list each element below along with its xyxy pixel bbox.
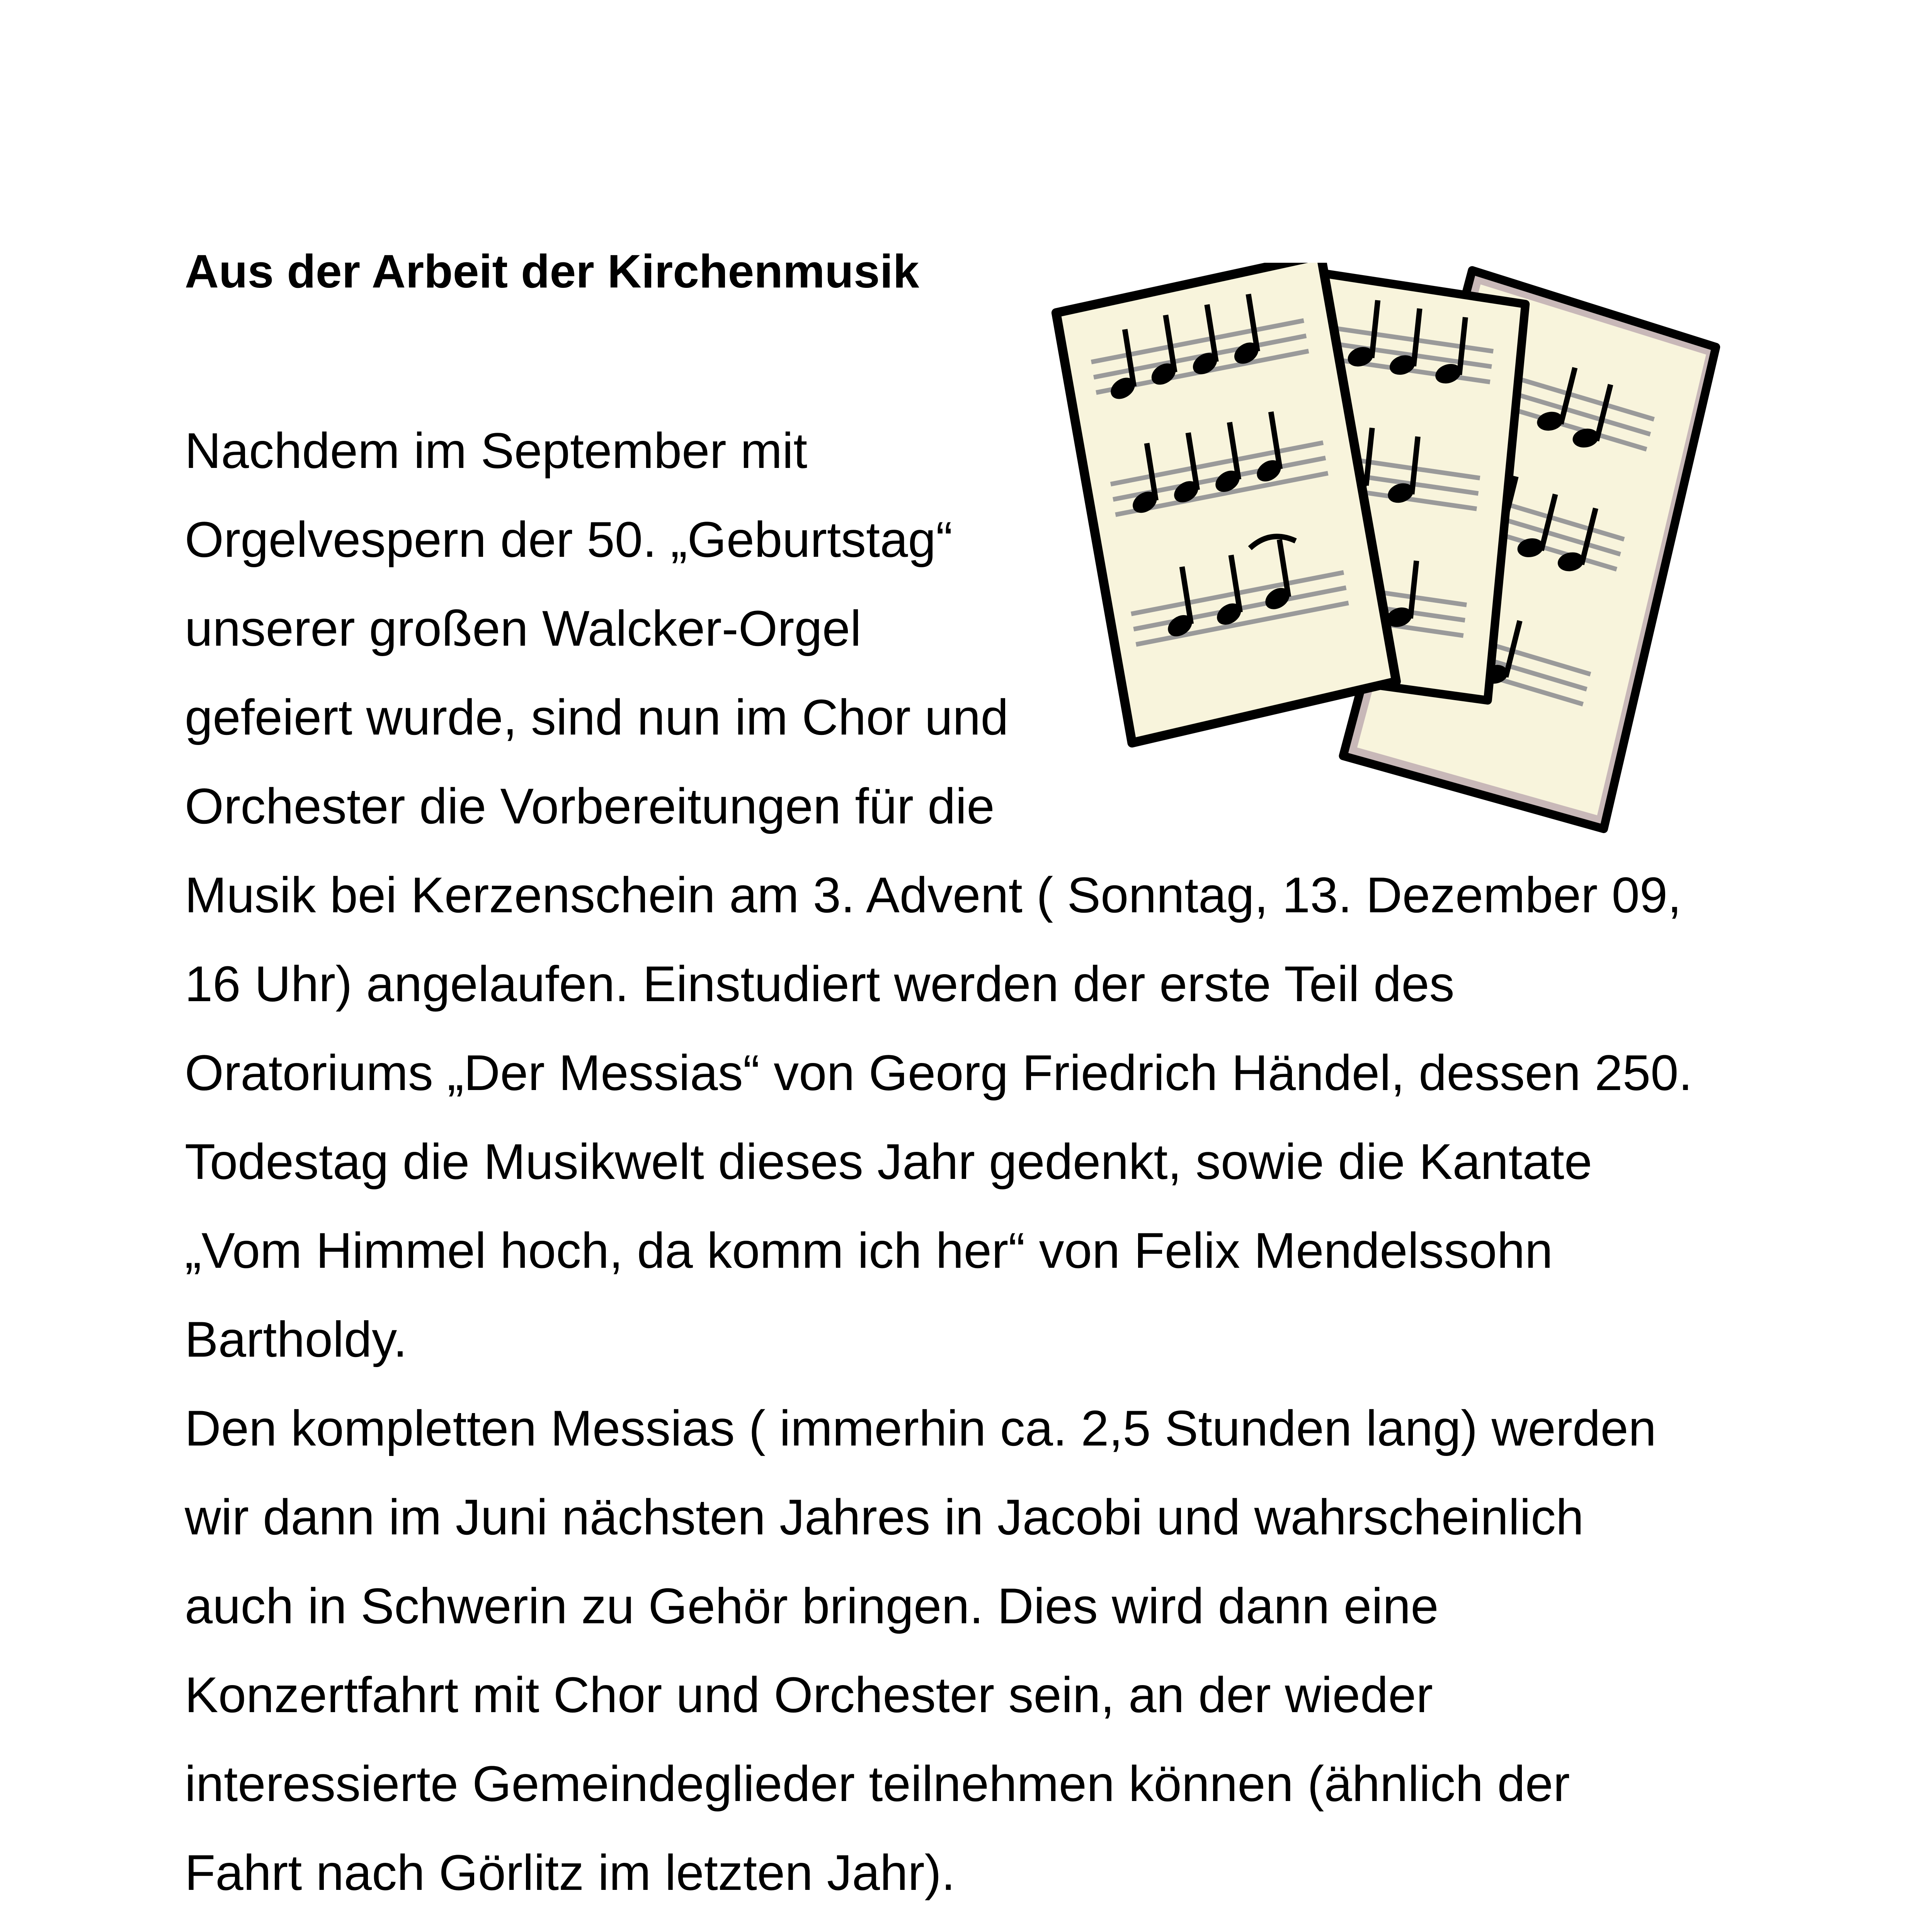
body-line-11: Bartholdy. (185, 1311, 407, 1367)
body-line-10: „Vom Himmel hoch, da komm ich her“ von Felix Mendelssohn (185, 1222, 1553, 1279)
body-line-13: wir dann im Juni nächsten Jahres in Jacobi und wahrscheinlich (185, 1489, 1584, 1545)
body-line-3: unserer großen Walcker-Orgel (185, 600, 861, 656)
body-line-17: Fahrt nach Görlitz im letzten Jahr). (185, 1844, 955, 1901)
body-line-5: Orchester die Vorbereitungen für die (185, 778, 995, 834)
sheet-music-icon (1051, 263, 1747, 850)
body-line-9: Todestag die Musikwelt dieses Jahr gedenkt, sowie die Kantate (185, 1133, 1593, 1190)
body-line-8: Oratoriums „Der Messias“ von Georg Friedrich Händel, dessen 250. (185, 1044, 1693, 1101)
body-line-15: Konzertfahrt mit Chor und Orchester sein, an der wieder (185, 1667, 1433, 1723)
body-line-12: Den kompletten Messias ( immerhin ca. 2,5 Stunden lang) werden (185, 1400, 1656, 1456)
body-line-7: 16 Uhr) angelaufen. Einstudiert werden der erste Teil des (185, 956, 1455, 1012)
body-line-14: auch in Schwerin zu Gehör bringen. Dies wird dann eine (185, 1578, 1439, 1634)
body-line-16: interessierte Gemeindeglieder teilnehmen können (ähnlich der (185, 1755, 1570, 1812)
body-line-2: Orgelvespern der 50. „Geburtstag“ (185, 511, 953, 568)
body-line-1: Nachdem im September mit (185, 422, 808, 479)
body-line-4: gefeiert wurde, sind nun im Chor und (185, 689, 1009, 745)
article-title: Aus der Arbeit der Kirchenmusik (185, 245, 919, 298)
body-line-18 (185, 1930, 1670, 1932)
body-line-6: Musik bei Kerzenschein am 3. Advent ( Sonntag, 13. Dezember 09, (185, 867, 1682, 923)
